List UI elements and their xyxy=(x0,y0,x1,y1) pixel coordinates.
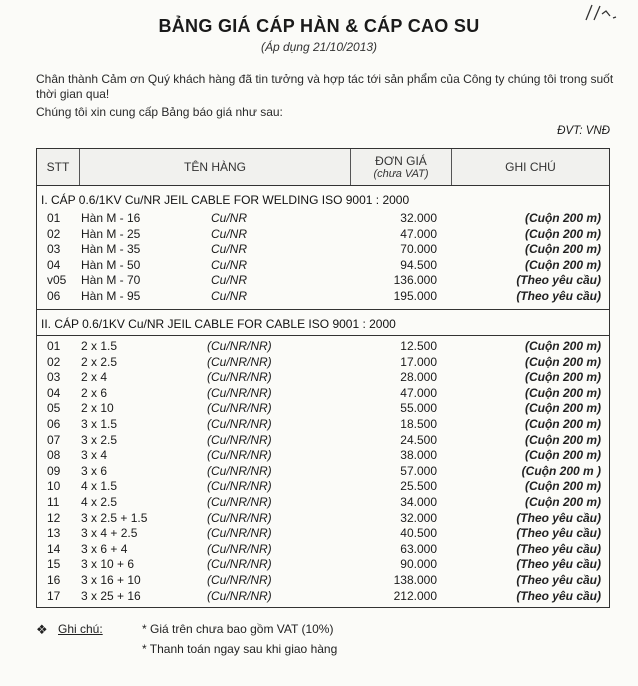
row-name: Hàn M - 35 xyxy=(81,242,141,257)
row-price: 32.000 xyxy=(400,510,437,525)
note-vat: * Giá trên chưa bao gồm VAT (10%) xyxy=(142,622,334,636)
row-material: (Cu/NR/NR) xyxy=(207,588,272,603)
row-name: Hàn M - 70 xyxy=(81,273,141,288)
row-price: 47.000 xyxy=(400,385,437,400)
table-row xyxy=(37,479,609,495)
row-material: (Cu/NR/NR) xyxy=(207,479,272,494)
row-name: 2 x 2.5 xyxy=(81,354,118,369)
row-price: 25.500 xyxy=(400,479,437,494)
row-material: (Cu/NR/NR) xyxy=(207,557,272,572)
row-note: (Cuộn 200 m) xyxy=(524,448,601,463)
table-row xyxy=(37,273,609,289)
row-price: 47.000 xyxy=(400,226,437,241)
row-material: Cu/NR xyxy=(211,226,248,241)
row-note: (Cuộn 200 m) xyxy=(524,370,601,385)
row-note: (Cuộn 200 m) xyxy=(524,495,601,509)
row-material: Cu/NR xyxy=(211,211,248,225)
row-material: Cu/NR xyxy=(211,289,248,303)
row-material: (Cu/NR/NR) xyxy=(207,448,272,463)
effective-date: (Áp dụng 21/10/2013) xyxy=(260,40,378,54)
row-name: 3 x 10 + 6 xyxy=(81,557,135,572)
row-material: (Cu/NR/NR) xyxy=(207,495,272,509)
row-price: 55.000 xyxy=(400,401,437,416)
header-note: GHI CHÚ xyxy=(505,160,556,174)
row-material: Cu/NR xyxy=(211,242,248,257)
table-header xyxy=(37,149,609,186)
table-row xyxy=(37,495,609,511)
row-name: Hàn M - 16 xyxy=(81,211,141,225)
row-material: Cu/NR xyxy=(211,273,248,288)
row-price: 94.500 xyxy=(400,257,437,272)
row-name: 2 x 10 xyxy=(81,401,114,416)
row-stt: 11 xyxy=(47,495,60,509)
row-name: Hàn M - 25 xyxy=(81,226,141,241)
row-price: 136.000 xyxy=(393,273,437,288)
row-price: 195.000 xyxy=(393,289,437,303)
row-stt: 04 xyxy=(47,257,61,272)
row-note: (Cuộn 200 m) xyxy=(524,432,601,447)
row-stt: 01 xyxy=(47,211,61,225)
row-price: 34.000 xyxy=(400,495,437,509)
row-stt: 03 xyxy=(47,370,61,385)
row-stt: 17 xyxy=(47,588,61,603)
row-price: 17.000 xyxy=(400,354,437,369)
table-row xyxy=(37,386,609,402)
price-table xyxy=(36,148,610,608)
row-name: Hàn M - 50 xyxy=(81,257,141,272)
row-stt: 15 xyxy=(47,557,61,572)
row-note: (Cuộn 200 m) xyxy=(524,257,601,272)
header-stt: STT xyxy=(46,160,70,174)
row-name: 3 x 1.5 xyxy=(81,417,118,431)
table-row xyxy=(37,417,609,433)
header-price xyxy=(351,149,451,185)
table-row xyxy=(37,557,609,573)
notes-label: Ghi chú: xyxy=(58,622,103,636)
row-price: 70.000 xyxy=(400,242,437,257)
row-material: (Cu/NR/NR) xyxy=(207,339,272,353)
row-name: 3 x 25 + 16 xyxy=(81,588,141,603)
row-note: (Theo yêu cầu) xyxy=(516,526,601,541)
table-row xyxy=(37,211,609,227)
row-price: 28.000 xyxy=(400,370,437,385)
row-price: 24.500 xyxy=(400,432,437,447)
row-stt: 02 xyxy=(47,354,61,369)
row-name: 3 x 6 + 4 xyxy=(81,541,128,556)
row-note: (Cuộn 200 m) xyxy=(524,401,601,416)
row-price: 18.500 xyxy=(400,417,437,431)
table-row xyxy=(37,339,609,355)
row-name: 3 x 2.5 xyxy=(81,432,118,447)
section-divider xyxy=(37,309,609,310)
row-material: (Cu/NR/NR) xyxy=(207,370,272,385)
section-welding-title: I. CÁP 0.6/1KV Cu/NR JEIL CABLE FOR WELDING ISO 9001 : 2000 xyxy=(41,193,410,207)
row-note: (Theo yêu cầu) xyxy=(516,573,601,587)
row-note: (Theo yêu cầu) xyxy=(516,541,601,556)
row-price: 138.000 xyxy=(393,573,437,587)
row-stt: 06 xyxy=(47,289,61,303)
page-title: BẢNG GIÁ CÁP HÀN & CÁP CAO SU xyxy=(158,16,480,36)
intro-thanks: Chân thành Cảm ơn Quý khách hàng đã tin tưởng và hợp tác tới sản phẩm của Công ty chúng tôi trong suốt thời gian qua! xyxy=(36,72,614,101)
row-material: (Cu/NR/NR) xyxy=(207,526,272,541)
table-row xyxy=(37,227,609,243)
row-price: 40.500 xyxy=(400,526,437,541)
row-note: (Theo yêu cầu) xyxy=(516,273,601,288)
diamond-bullet-icon: ❖ xyxy=(36,622,48,637)
row-stt: 03 xyxy=(47,242,61,257)
row-stt: 10 xyxy=(47,479,61,494)
row-stt: 13 xyxy=(47,526,61,541)
row-price: 32.000 xyxy=(400,211,437,225)
row-stt: 02 xyxy=(47,226,61,241)
row-name: 3 x 6 xyxy=(81,463,108,478)
row-note: (Cuộn 200 m) xyxy=(524,211,601,225)
table-row xyxy=(37,289,609,305)
row-stt: 14 xyxy=(47,541,61,556)
row-name: 2 x 4 xyxy=(81,370,108,385)
header-price-label: ĐƠN GIÁ xyxy=(375,154,427,168)
row-stt: 08 xyxy=(47,448,61,463)
row-material: (Cu/NR/NR) xyxy=(207,510,272,525)
table-row xyxy=(37,573,609,589)
row-stt: 16 xyxy=(47,573,61,587)
table-row xyxy=(37,589,609,605)
row-stt: v05 xyxy=(47,273,67,288)
row-name: 4 x 1.5 xyxy=(81,479,118,494)
header-price-sub: (chưa VAT) xyxy=(373,168,429,180)
table-row xyxy=(37,542,609,558)
row-stt: 09 xyxy=(47,463,61,478)
row-material: (Cu/NR/NR) xyxy=(207,463,272,478)
row-stt: 04 xyxy=(47,385,61,400)
row-price: 12.500 xyxy=(400,339,437,353)
header-name: TÊN HÀNG xyxy=(183,160,246,174)
row-note: (Cuộn 200 m) xyxy=(524,385,601,400)
row-stt: 12 xyxy=(47,510,61,525)
table-row xyxy=(37,258,609,274)
row-name: 2 x 1.5 xyxy=(81,339,118,353)
row-material: (Cu/NR/NR) xyxy=(207,385,272,400)
row-note: (Cuộn 200 m ) xyxy=(521,463,601,478)
table-row xyxy=(37,242,609,258)
row-note: (Cuộn 200 m) xyxy=(524,242,601,257)
row-note: (Theo yêu cầu) xyxy=(516,557,601,572)
row-price: 90.000 xyxy=(400,557,437,572)
row-price: 212.000 xyxy=(393,588,437,603)
row-note: (Theo yêu cầu) xyxy=(516,510,601,525)
intro-offer: Chúng tôi xin cung cấp Bảng báo giá như sau: xyxy=(36,105,283,119)
row-note: (Theo yêu cầu) xyxy=(516,289,601,303)
table-row xyxy=(37,526,609,542)
row-stt: 01 xyxy=(47,339,61,353)
row-name: 2 x 6 xyxy=(81,385,108,400)
section-cable-title: II. CÁP 0.6/1KV Cu/NR JEIL CABLE FOR CABLE ISO 9001 : 2000 xyxy=(41,317,396,331)
row-name: 3 x 4 + 2.5 xyxy=(81,526,138,541)
row-stt: 06 xyxy=(47,417,61,431)
row-material: (Cu/NR/NR) xyxy=(207,541,272,556)
row-note: (Cuộn 200 m) xyxy=(524,479,601,494)
table-row xyxy=(37,370,609,386)
row-note: (Cuộn 200 m) xyxy=(524,226,601,241)
table-row xyxy=(37,355,609,371)
row-price: 63.000 xyxy=(400,541,437,556)
row-note: (Cuộn 200 m) xyxy=(524,354,601,369)
row-note: (Cuộn 200 m) xyxy=(524,339,601,353)
row-material: Cu/NR xyxy=(211,257,248,272)
row-name: 3 x 4 xyxy=(81,448,108,463)
row-stt: 07 xyxy=(47,432,61,447)
table-row xyxy=(37,511,609,527)
row-material: (Cu/NR/NR) xyxy=(207,432,272,447)
row-name: 3 x 2.5 + 1.5 xyxy=(81,510,148,525)
table-row xyxy=(37,448,609,464)
row-name: 3 x 16 + 10 xyxy=(81,573,141,587)
row-material: (Cu/NR/NR) xyxy=(207,354,272,369)
currency-unit: ĐVT: VNĐ xyxy=(557,125,610,137)
row-material: (Cu/NR/NR) xyxy=(207,417,272,431)
table-row xyxy=(37,464,609,480)
row-name: 4 x 2.5 xyxy=(81,495,118,509)
row-stt: 05 xyxy=(47,401,61,416)
row-material: (Cu/NR/NR) xyxy=(207,573,272,587)
table-row xyxy=(37,433,609,449)
row-price: 38.000 xyxy=(400,448,437,463)
row-note: (Theo yêu cầu) xyxy=(516,588,601,603)
table-row xyxy=(37,401,609,417)
note-payment: * Thanh toán ngay sau khi giao hàng xyxy=(142,642,338,656)
row-price: 57.000 xyxy=(400,463,437,478)
row-material: (Cu/NR/NR) xyxy=(207,401,272,416)
row-name: Hàn M - 95 xyxy=(81,289,141,303)
section-divider xyxy=(37,335,609,336)
row-note: (Cuộn 200 m) xyxy=(524,417,601,431)
